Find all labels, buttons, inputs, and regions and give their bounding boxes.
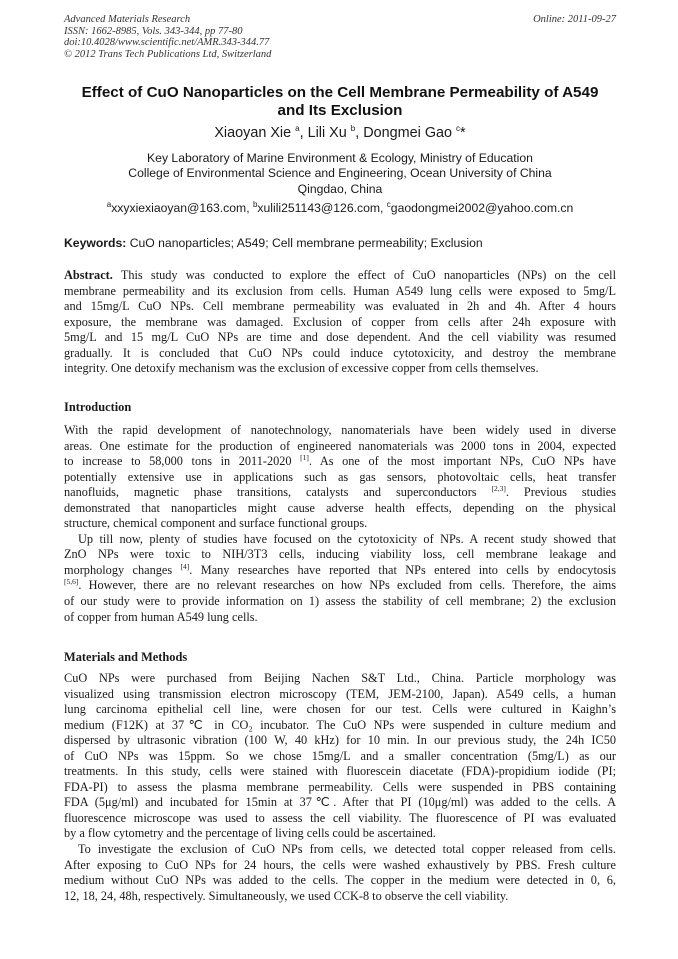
author-list: Xiaoyan Xie $^a$, Lili Xu $^b$, Dongmei Gao $^c$* [214,124,466,141]
affiliation-line: Key Laboratory of Marine Environment & Ecology, Ministry of Education [147,151,533,165]
methods-line: CuO NPs were purchased from Beijing Nachen S&T Ltd., China. Particle morphology was [64,671,616,685]
methods-line: 12, 18, 24, 48h, respectively. Simultaneously, we used CCK-8 to observe the cell viability. [64,888,509,903]
doi-line[interactable]: doi:10.4028/www.scientific.net/AMR.343-344.77 [64,37,270,49]
abstract-line: and 15mg/L CuO NPs. Cell membrane permeability was evaluated in 2h and 4h. After 4 hours [64,299,616,314]
abstract-line: integrity. One detoxify mechanism was the exclusion of excessive copper from cells themselves. [64,361,539,376]
abstract-line: Abstract. This study was conducted to explore the effect of CuO nanoparticles (NPs) on the cell [64,268,616,282]
abstract-line: membrane permeability and its exclusion from cells. Human A549 lung cells were exposed to 5mg/L [64,283,616,298]
title-line-1: Effect of CuO Nanoparticles on the Cell Membrane Permeability of A549 [81,84,599,101]
intro-line: demonstrated that nanoparticles might cause adverse health effects, depending on the physical [64,500,616,515]
keywords-label: Keywords: [64,236,127,250]
methods-line: FDA-PI) to assess the plasma membrane permeability. Cells were suspended in PBS containing [64,779,616,794]
section-heading-introduction: Introduction [64,400,132,414]
abstract-line: 5mg/L and 15 mg/L CuO NPs are time and dose dependent. And the cell viability was resumed [64,330,616,345]
section-heading-methods: Materials and Methods [64,650,188,664]
intro-line: [5,6]. However, there are no relevant researches on how NPs excluded from cells. Therefore, the aims [64,577,616,593]
methods-line: dispersed by ultrasonic vibration (100 W, 40 kHz) for 10 min. In our previous study, the 24h IC50 [64,733,616,748]
methods-body [64,671,616,904]
abstract-line: gradually. It is concluded that CuO NPs could induce cytotoxicity, and destroy the membrane [64,345,616,360]
affiliation-line: Qingdao, China [297,181,383,196]
intro-line: morphology changes [4]. Many researches have reported that NPs entered into cells by endocytosis [64,561,616,577]
methods-line: medium (F12K) at 37℃ in CO₂ incubator. The CuO NPs were suspended in culture medium and [64,717,616,732]
methods-line: FDA (5μg/ml) and incubated for 15min at 37℃. After that PI (10μg/ml) was added to the cells. A [64,795,616,810]
intro-line: to increase to 58,000 tons in 2011-2020 [1]. As one of the most important NPs, CuO NPs have [64,453,616,469]
intro-line: areas. One estimate for the production of engineered nanomaterials was 2000 tons in 2004, expected [64,438,616,453]
journal-name: Advanced Materials Research [64,14,191,25]
citation[interactable]: [5,6] [64,577,79,587]
author-mark: c [456,124,461,134]
intro-line: of copper from human A549 lung cells. [64,609,258,624]
email-link[interactable]: xulili251143@126.com [257,201,381,215]
methods-line: fluorescence microscope was used to assess the cell viability. The fluorescence of PI was evaluated [64,810,616,825]
copyright-line: © 2012 Trans Tech Publications Ltd, Switzerland [64,48,272,60]
title-line-2: and Its Exclusion [277,102,403,119]
email-mark: a [106,199,112,209]
methods-line: lung carcinoma epithelial cell line, were chosen for our test. Cells were cultured in Kaighn’s [64,702,616,717]
methods-line: treatments. In this study, cells were stained with fluorescein diacetate (FDA)-propidium iodide (PI; [64,764,616,779]
methods-line: medium without CuO NPs was added to the cells. The copper in the medium were detected in 0, 6, [64,873,616,888]
methods-line: After exposing to CuO NPs for 24 hours, the cells were washed exhaustively by PBS. Fresh culture [64,857,616,872]
introduction-body [64,423,616,625]
methods-line: by a flow cytometry and the percentage of living cells could be ascertained. [64,826,436,841]
abstract-line: exposure, the membrane was damaged. Exclusion of copper from cells after 24h exposure with [64,314,616,329]
methods-line: visualized using transmission electron microscopy (TEM, JEM-2100, Japan). A549 cells, a human [64,686,616,701]
paper-title [64,84,616,120]
citation[interactable]: [4] [180,561,190,571]
email-link[interactable]: gaodongmei2002@yahoo.com.cn [390,201,574,215]
methods-line: To investigate the exclusion of CuO NPs from cells, we detected total copper released from cells. [78,842,616,857]
journal-header [64,14,616,60]
citation[interactable]: [2,3] [491,484,506,494]
author-name: Dongmei Gao [363,125,453,141]
abstract [64,268,616,377]
email-mark: b [252,199,258,209]
intro-line: nanofluids, magnetic phase transitions, catalysts and superconductors [2,3]. Previous studies [64,484,617,500]
intro-line: of our study were to provide information on 1) assess the stability of cell membrane; 2) the exclusion [64,594,616,609]
author-mark: b [350,124,356,134]
affiliation [64,151,616,197]
author-mark: a [295,124,300,134]
email-mark: c [386,199,391,209]
author-name: Lili Xu [307,125,347,141]
methods-line: of CuO NPs was 15ppm. So we chose 15mg/L and a smaller concentration (5mg/L) as our [64,748,616,763]
issn-line: ISSN: 1662-8985, Vols. 343-344, pp 77-80 [64,25,243,37]
email-link[interactable]: xxyxiexiaoyan@163.com [111,201,247,215]
intro-line: With the rapid development of nanotechnology, nanomaterials have been widely used in diverse [64,423,616,437]
intro-line: potentially extensive use in applications such as gas sensors, photovoltaic cells, heat transfer [64,469,616,484]
intro-line: ZnO NPs were toxic to NIH/3T3 cells, inducing viability loss, cell membrane leakage and [64,547,616,562]
author-name: Xiaoyan Xie [214,125,292,141]
online-date: Online: 2011-09-27 [533,14,616,25]
abstract-label: Abstract. [64,268,113,282]
keywords [64,236,616,250]
keywords-text: CuO nanoparticles; A549; Cell membrane permeability; Exclusion [129,236,483,250]
intro-line: Up till now, plenty of studies have focused on the cytotoxicity of NPs. A recent study showed that [78,531,616,546]
affiliation-line: College of Environmental Science and Engineering, Ocean University of China [128,166,552,181]
email-list: $^a$xxyxiexiaoyan@163.com, $^b$xulili251143@126.com, $^c$gaodongmei2002@yahoo.com.cn [106,199,574,215]
citation[interactable]: [1] [300,453,309,462]
corresponding-mark: * [460,125,466,141]
intro-line: structure, chemical component and surface functional groups. [64,516,368,531]
